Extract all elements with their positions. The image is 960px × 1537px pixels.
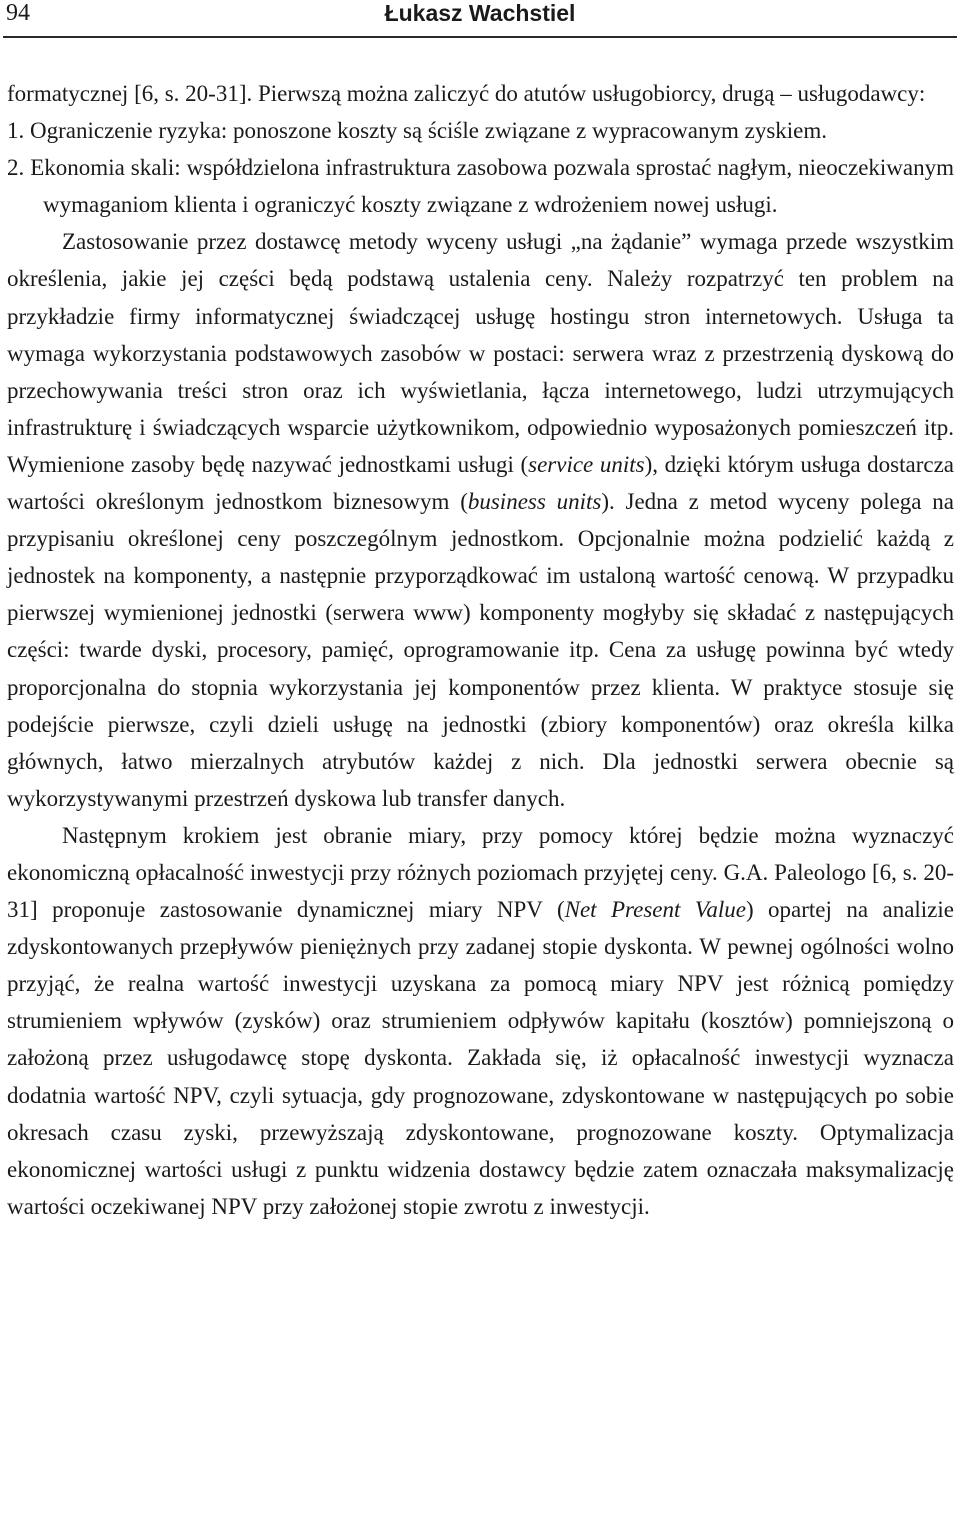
header-rule (3, 36, 957, 38)
paragraph-npv (7, 817, 954, 1225)
term-business-units: business units (467, 489, 602, 515)
paragraph-text: ). Jedna z metod wyceny polega na przypisaniu określonej ceny poszczególnym jednostkom. Opcjonalnie można podzielić każdą z jednostek na komponenty, a następnie przyporządkować im ustaloną wartość cenową. W przypadku pierwszej wymienionej jednostki (serwera www) komponenty mogłyby się składać z następujących części: twarde dyski, procesory, pamięć, oprogramowanie itp. Cena za usługę powinna być wtedy proporcjonalna do stopnia wykorzystania jej komponentów przez klienta. W praktyce stosuje się podejście pierwsze, czyli dzieli usługę na jednostki (zbiory komponentów) oraz określa kilka głównych, łatwo mierzalnych atrybutów każdej z nich. Dla jednostki serwera obecnie są wykorzystywanymi przestrzeń dyskowa lub transfer danych. (7, 489, 954, 811)
paragraph-text: Następnym krokiem jest obranie miary, przy pomocy której będzie można wyznaczyć ekonomiczną opłacalność inwestycji przy różnych poziomach przyjętej ceny. G.A. Paleologo [6, s. 20-31] proponuje zastosowanie dynamicznej miary NPV ( (7, 822, 954, 923)
paragraph-text: ) opartej na analizie zdyskontowanych przepływów pieniężnych przy zadanej stopie dyskonta. W pewnej ogólności wolno przyjąć, że realna wartość inwestycji uzyskana za pomocą miary NPV jest różnicą pomiędzy strumieniem wpływów (zysków) oraz strumieniem odpływów kapitału (kosztów) pomniejszoną o założoną przez usługodawcę stopę dyskonta. Zakłada się, iż opłacalność inwestycji wyznacza dodatnia wartość NPV, czyli sytuacja, gdy prognozowane, zdyskontowane w następujących po sobie okresach czasu zyski, przewyższają zdyskontowane, prognozowane koszty. Optymalizacja ekonomicznej wartości usługi z punktu widzenia dostawcy będzie zatem oznaczała maksymalizację wartości oczekiwanej NPV przy założonej stopie zwrotu z inwestycji. (7, 897, 954, 1219)
page-header (0, 0, 960, 44)
list-item: 1. Ograniczenie ryzyka: ponoszone koszty są ściśle związane z wypracowanym zyskiem. (7, 118, 828, 144)
paragraph-text: Zastosowanie przez dostawcę metody wyceny usługi „na żądanie” wymaga przede wszystkim określenia, jakie jej części będą podstawą ustalenia ceny. Należy rozpatrzyć ten problem na przykładzie firmy informatycznej świadczącej usługę hostingu stron internetowych. Usługa ta wymaga wykorzystania podstawowych zasobów w postaci: serwera wraz z przestrzenią dyskową do przechowywania treści stron oraz ich wyświetlania, łącza internetowego, ludzi utrzymujących infrastrukturę i świadczących wsparcie użytkownikom, odpowiednio wyposażonych pomieszczeń itp. Wymienione zasoby będę nazywać jednostkami usługi ( (7, 229, 954, 477)
list-item: 2. Ekonomia skali: współdzielona infrastruktura zasobowa pozwala sprostać nagłym, nieoczekiwanym wymaganiom klienta i ograniczyć koszty związane z wdrożeniem nowej usługi. (7, 155, 954, 218)
body-text (7, 75, 954, 1225)
paragraph-text: ), dzięki którym usługa dostarcza wartości określonym jednostkom biznesowym ( (7, 451, 954, 515)
paragraph-pricing (7, 223, 954, 817)
intro-paragraph: formatycznej [6, s. 20-31]. Pierwszą można zaliczyć do atutów usługobiorcy, drugą – usługodawcy: (7, 81, 926, 106)
term-service-units: service units (528, 451, 645, 477)
term-net-present-value: Net Present Value (564, 897, 746, 923)
page-number: 94 (6, 0, 30, 26)
running-head-author: Łukasz Wachstiel (384, 0, 576, 26)
